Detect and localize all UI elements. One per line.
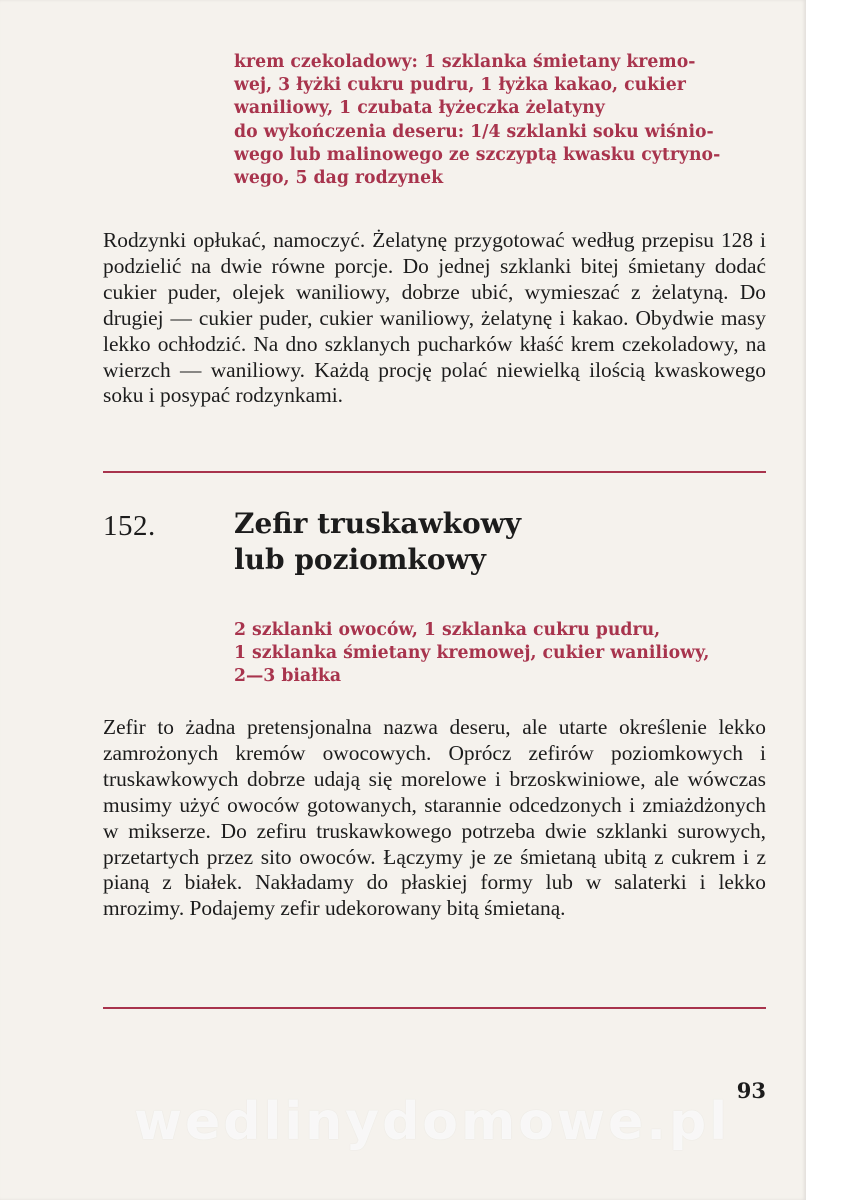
ingredients-list-152: [234, 619, 766, 689]
instructions-151: Rodzynki opłukać, namoczyć. Żelatynę przygotować według przepisu 128 i podzielić na dwie równe porcje. Do jednej szklanki bitej śmietany dodać cukier puder, olejek waniliowy, dobrze ubić, wymieszać z żelatyną. Do drugiej — cukier puder, cukier waniliowy, żelatynę i kakao. Obydwie masy lekko ochłodzić. Na dno szklanych pucharków kłaść krem czekoladowy, na wierzch — waniliowy. Każdą procję polać niewielką ilością kwaskowego soku i posypać rodzynkami.: [103, 228, 766, 408]
ingredient-line: 2—3 białka: [234, 666, 342, 687]
ingredient-line: wego, 5 dag rodzynek: [234, 168, 444, 189]
watermark: wedlinydomowe.pl: [133, 1092, 731, 1152]
recipe-title: [234, 506, 754, 578]
ingredients-list-151: [234, 51, 766, 190]
ingredient-line: wego lub malinowego ze szczyptą kwasku cytryno-: [234, 144, 721, 165]
ingredient-line: krem czekoladowy: 1 szklanka śmietany kremo-: [234, 52, 696, 72]
recipe-title-line: Zefir truskawkowy: [234, 507, 522, 540]
instructions-152: Zefir to żadna pretensjonalna nazwa deseru, ale utarte określenie lekko zamrożonych kremów owocowych. Oprócz zefirów poziomkowych i truskawkowych dobrze udają się morelowe i brzoskwiniowe, ale wówczas musimy użyć owoców gotowanych, starannie odcedzonych i zmiażdżonych w mikserze. Do zefiru truskawkowego potrzeba dwie szklanki surowych, przetartych przez sito owoców. Łączymy je ze śmietaną ubitą z cukrem i z pianą z białek. Nakładamy do płaskiej formy lub w salaterki i lekko mrozimy. Podajemy zefir udekorowany bitą śmietaną.: [103, 715, 766, 921]
section-divider: [103, 1007, 766, 1009]
ingredient-line: waniliowy, 1 czubata łyżeczka żelatyny: [234, 98, 605, 119]
ingredient-line: 1 szklanka śmietany kremowej, cukier waniliowy,: [234, 643, 710, 664]
recipe-number: 152.: [103, 510, 156, 542]
ingredient-line: wej, 3 łyżki cukru pudru, 1 łyżka kakao, cukier: [234, 75, 686, 96]
page-number: 93: [736, 1078, 766, 1103]
recipe-title-line: lub poziomkowy: [234, 543, 486, 576]
ingredient-line: do wykończenia deseru: 1/4 szklanki soku wiśnio-: [234, 121, 714, 142]
ingredient-line: 2 szklanki owoców, 1 szklanka cukru pudru,: [234, 620, 661, 640]
page-margin: [806, 0, 848, 1200]
section-divider: [103, 471, 766, 473]
